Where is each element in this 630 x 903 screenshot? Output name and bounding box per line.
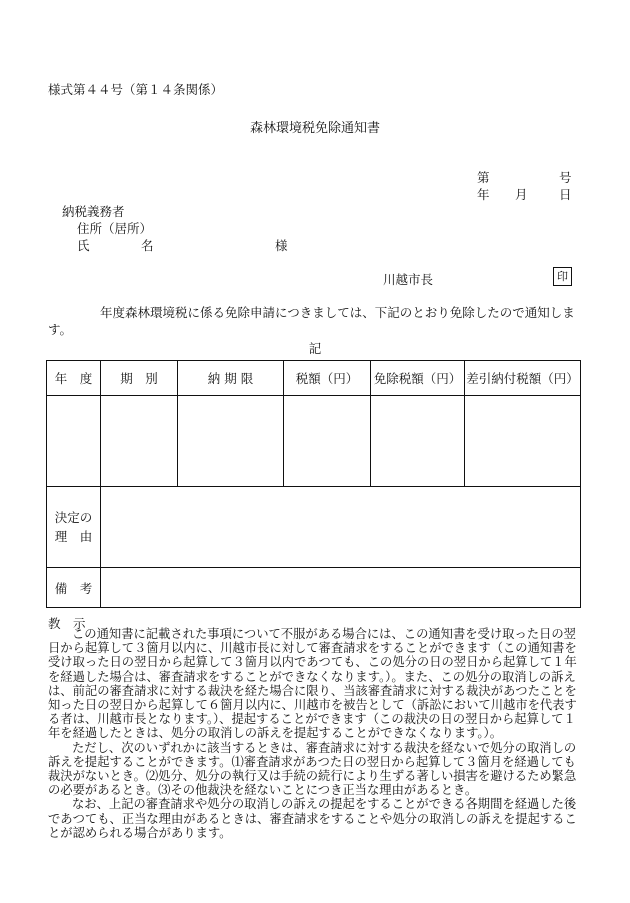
cell-due-date xyxy=(178,396,284,487)
reason-cell xyxy=(101,487,581,568)
cell-tax-amount xyxy=(284,396,371,487)
remarks-cell xyxy=(101,568,581,608)
header-period: 期 別 xyxy=(101,361,178,396)
remarks-label: 備 考 xyxy=(47,568,101,608)
notes-body xyxy=(48,627,588,840)
header-exempt-amount: 免除税額（円） xyxy=(371,361,465,396)
cell-exempt-amount xyxy=(371,396,465,487)
seal-box: 印 xyxy=(553,267,572,286)
name-label-1: 氏 xyxy=(77,238,90,253)
reason-label-line-2: 理 由 xyxy=(54,529,93,544)
reason-label-line-1: 決定の xyxy=(54,510,93,525)
header-fiscal-year: 年 度 xyxy=(47,361,101,396)
header-tax-amount: 税額（円） xyxy=(284,361,371,396)
tax-table xyxy=(46,360,581,608)
honorific: 様 xyxy=(275,238,288,253)
form-number: 様式第４４号（第１４条関係） xyxy=(48,82,224,97)
cell-period xyxy=(101,396,178,487)
date-year: 年 xyxy=(477,187,490,202)
body-text: 年度森林環境税に係る免除申請につきましては、下記のとおり免除したので通知します。 xyxy=(48,305,575,337)
notes-paragraph-2: ただし、次のいずれかに該当するときは、審査請求に対する裁決を経ないで処分の取消しの訴えを提起することができます。⑴審査請求があつた日の翌日から起算して３箇月を経過しても裁決がないとき。⑵処分、処分の執行又は手続の続行により生ずる著しい損害を避けるため緊急の必要があるとき。⑶その他裁決を経ないことにつき正当な理由があるとき。 xyxy=(48,740,577,798)
table-header-row xyxy=(47,361,581,396)
document-title: 森林環境税免除通知書 xyxy=(249,121,380,136)
taxpayer-label: 納税義務者 xyxy=(62,204,125,219)
table-data-row xyxy=(47,396,581,487)
reason-label xyxy=(47,487,101,568)
notes-paragraph-3: なお、上記の審査請求や処分の取消しの訴えの提起をすることができる各期間を経過した後であつても、正当な理由があるときは、審査請求をすることや処分の取消しの訴えを提起することが認められる場合があります。 xyxy=(48,797,577,840)
number-prefix: 第 xyxy=(477,170,490,185)
date-day: 日 xyxy=(559,187,572,202)
date-month: 月 xyxy=(515,187,528,202)
issuer: 川越市長 xyxy=(383,272,434,287)
cell-net-amount xyxy=(465,396,581,487)
header-due-date: 納 期 限 xyxy=(178,361,284,396)
header-net-amount: 差引納付税額（円） xyxy=(465,361,581,396)
notes-paragraph-1: この通知書に記載された事項について不服がある場合には、この通知書を受け取った日の翌日から起算して３箇月以内に、川越市長に対して審査請求をすることができます（この通知書を受け取った日の翌日から起算して３箇月以内であつても、この処分の日の翌日から起算して１年を経過した場合は、審査請求をすることができなくなります。）。また、この処分の取消しの訴えは、前記の審査請求に対する裁決を経た場合に限り、当該審査請求に対する裁決があつたことを知った日の翌日から起算して６箇月以内に、川越市を被告として（訴訟において川越市を代表する者は、川越市長となります。）、提起することができます（この裁決の日の翌日から起算して１年を経過したときは、処分の取消しの訴えを提起することができなくなります。）。 xyxy=(48,627,577,741)
notes-title: 教 示 xyxy=(48,616,86,631)
cell-fiscal-year xyxy=(47,396,101,487)
ki-heading: 記 xyxy=(308,341,322,356)
address-label: 住所（居所） xyxy=(77,221,153,236)
number-suffix: 号 xyxy=(559,170,572,185)
reason-row xyxy=(47,487,581,568)
remarks-row xyxy=(47,568,581,608)
name-label-2: 名 xyxy=(141,238,154,253)
